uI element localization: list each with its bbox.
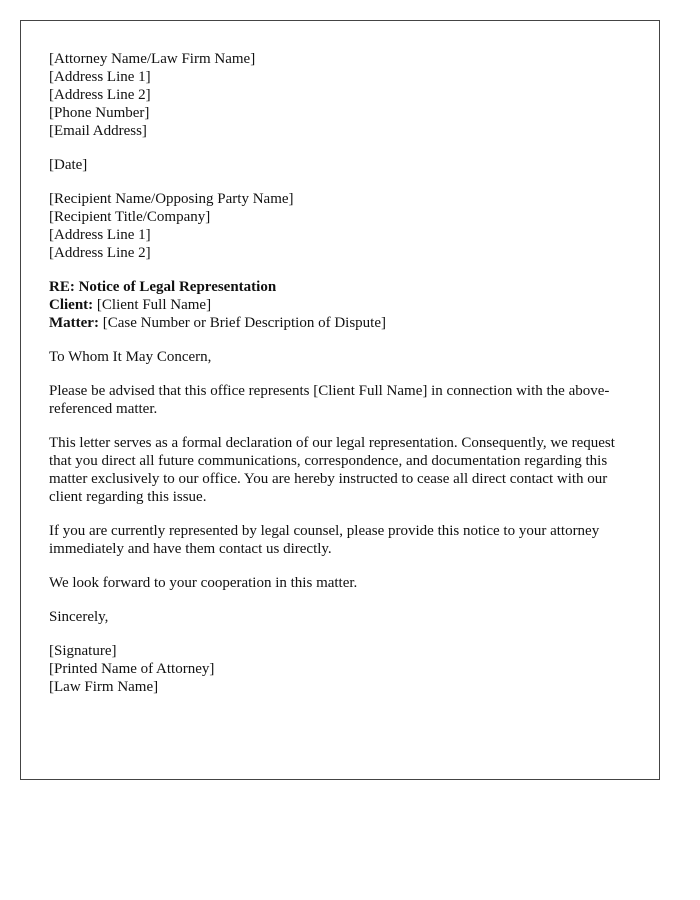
recipient-title: [Recipient Title/Company] — [49, 209, 211, 225]
letter-date: [Date] — [49, 157, 88, 173]
re-client — [49, 296, 631, 314]
recipient-address-line-1: [Address Line 1] — [49, 227, 151, 243]
body-paragraph-4: We look forward to your cooperation in this matter. — [49, 575, 358, 591]
sender-phone: [Phone Number] — [49, 105, 150, 121]
sender-name: [Attorney Name/Law Firm Name] — [49, 51, 256, 67]
recipient-block — [49, 190, 631, 262]
sender-email: [Email Address] — [49, 123, 147, 139]
re-matter-value: [Case Number or Brief Description of Dispute] — [98, 315, 386, 331]
body-paragraph-1: Please be advised that this office represents [Client Full Name] in connection with the above-referenced matter. — [49, 383, 610, 417]
signature-placeholder: [Signature] — [49, 643, 117, 659]
letter-page — [20, 20, 660, 780]
re-subject — [49, 278, 631, 296]
recipient-address-line-2: [Address Line 2] — [49, 245, 151, 261]
re-matter-label: Matter: — [49, 315, 99, 331]
signature-block — [49, 642, 631, 696]
re-subject-text: RE: Notice of Legal Representation — [49, 279, 277, 295]
sender-address-line-2: [Address Line 2] — [49, 87, 151, 103]
re-matter — [49, 314, 631, 332]
re-client-value: [Client Full Name] — [93, 297, 212, 313]
sender-block — [49, 50, 631, 140]
salutation: To Whom It May Concern, — [49, 349, 212, 365]
body-paragraph-3: If you are currently represented by legal counsel, please provide this notice to your attorney immediately and have them contact us directly. — [49, 523, 600, 557]
re-client-label: Client: — [49, 297, 94, 313]
printed-attorney-name: [Printed Name of Attorney] — [49, 661, 215, 677]
recipient-name: [Recipient Name/Opposing Party Name] — [49, 191, 294, 207]
re-block — [49, 278, 631, 332]
closing: Sincerely, — [49, 609, 109, 625]
signature-firm-name: [Law Firm Name] — [49, 679, 159, 695]
sender-address-line-1: [Address Line 1] — [49, 69, 151, 85]
date-block — [49, 156, 631, 174]
body-paragraph-2: This letter serves as a formal declaration of our legal representation. Consequently, we request that you direct all future communications, correspondence, and documentation regarding this matter exclusively to our office. You are hereby instructed to cease all direct contact with our client regarding this issue. — [49, 435, 615, 505]
